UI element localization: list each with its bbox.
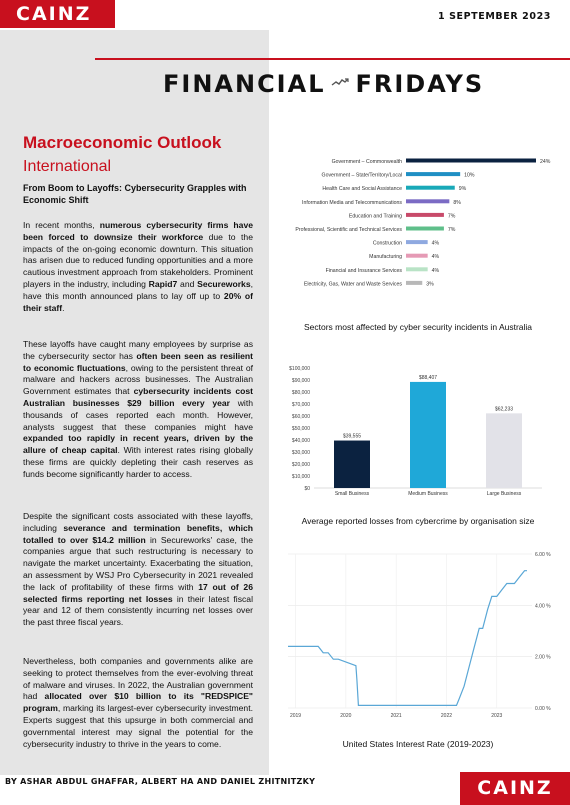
bar — [406, 227, 444, 231]
y-tick-label: $0 — [304, 486, 310, 492]
category-label: Professional, Scientific and Technical Services — [295, 227, 402, 233]
bold-text-run: expanded too rapidly in recent years, driven by the allure of cheap capital — [23, 433, 253, 456]
bar-value-label: 10% — [464, 172, 475, 179]
section-heading: Macroeconomic Outlook — [23, 133, 222, 152]
issue-date: 1 SEPTEMBER 2023 — [437, 11, 551, 22]
article-paragraph-4 — [23, 656, 253, 750]
text-run: Despite the significant costs associated with these layoffs, including — [23, 511, 253, 533]
text-run: with thousands of cases reported each month. However, analysts suggest that these companies might have — [23, 397, 253, 432]
bold-text-run: Secureworks — [197, 278, 251, 289]
bar — [406, 267, 428, 271]
category-label: Manufacturing — [369, 254, 402, 261]
top-bar — [0, 0, 570, 30]
text-run: due to the impacts of the on-going economic downturn. This situation has arisen due to reduced funding opportunities and a more cautious investment approach from stakeholders. Prominent players in the industry, including — [23, 231, 253, 289]
article-paragraph-3 — [23, 511, 253, 629]
bar — [334, 441, 370, 488]
y-tick-label: $90,000 — [291, 378, 310, 384]
text-run: , owing to the persistent threat of malware and hackers across businesses. The Australian Government estimates that — [23, 362, 253, 397]
text-run: , marking its largest-ever cybersecurity investment. Experts suggest that this upsurge in both commercial and governmental interest may signal the potential for the cybersecurity industry to thrive in the years to come. — [23, 703, 253, 749]
y-tick-label: 4.00 % — [535, 603, 551, 610]
bar — [406, 172, 460, 176]
losses-chart-svg — [282, 352, 554, 504]
y-tick-label: $20,000 — [291, 462, 310, 468]
series-line — [288, 571, 527, 706]
category-label: Health Care and Social Assistance — [322, 186, 402, 193]
bar-value-label: 7% — [447, 227, 456, 233]
sector-chart-svg — [282, 146, 554, 308]
y-tick-label: $80,000 — [291, 390, 310, 396]
bar — [406, 186, 455, 190]
text-run: in their latest fiscal year and 12 of them consistently incurring net losses over the past three fiscal years. — [23, 593, 253, 628]
x-tick-label: Small Business — [334, 491, 370, 497]
bar — [406, 213, 444, 217]
bar — [406, 240, 428, 244]
bar — [406, 159, 536, 163]
category-label: Information Media and Telecommunications — [302, 199, 402, 206]
subsection-heading: International — [23, 158, 112, 175]
bold-text-run: cybersecurity incidents cost Australian businesses $29 billion every year — [23, 386, 254, 408]
x-tick-label: 2023 — [491, 713, 503, 719]
losses-chart-caption: Average reported losses from cybercrime by organisation size — [301, 516, 535, 526]
title-left: FINANCIAL — [163, 70, 326, 98]
y-tick-label: $100,000 — [289, 366, 310, 372]
bar — [486, 413, 522, 488]
bar-value-label: 4% — [431, 254, 440, 261]
y-tick-label: 6.00 % — [535, 552, 551, 558]
bar — [410, 382, 446, 488]
x-tick-label: 2019 — [289, 713, 302, 719]
bar-value-label: 8% — [453, 199, 461, 206]
article-paragraph-1 — [23, 220, 253, 314]
bold-text-run: severance and termination benefits, which totalled to over $14.2 million — [23, 522, 254, 545]
article-paragraph-2 — [23, 339, 253, 481]
bar-value-label: 4% — [431, 240, 440, 247]
bold-text-run: Rapid7 — [148, 278, 178, 289]
bar — [406, 254, 428, 258]
category-label: Electricity, Gas, Water and Waste Services — [303, 281, 402, 288]
bold-text-run: 20% of their staff — [23, 290, 254, 313]
x-tick-label: 2021 — [390, 713, 402, 719]
category-label: Education and Training — [348, 213, 402, 220]
bar-value-label: 24% — [540, 159, 551, 165]
y-tick-label: $50,000 — [291, 426, 310, 432]
bar-value-label: $39,555 — [342, 433, 362, 440]
article-headline: From Boom to Layoffs: Cybersecurity Grapples with Economic Shift — [23, 183, 247, 205]
x-tick-label: 2022 — [440, 713, 453, 719]
bar-value-label: 9% — [458, 186, 467, 193]
category-label: Financial and Insurance Services — [325, 267, 402, 274]
y-tick-label: $30,000 — [291, 450, 310, 456]
interest-rate-chart-svg — [282, 544, 554, 724]
y-tick-label: $40,000 — [291, 438, 310, 444]
x-tick-label: Large Business — [486, 491, 522, 497]
bar-value-label: $62,233 — [494, 406, 514, 413]
interest-rate-chart-caption: United States Interest Rate (2019-2023) — [342, 739, 494, 749]
bar-value-label: 4% — [431, 267, 440, 274]
bold-text-run: often been seen as resilient to economic fluctuations — [23, 350, 253, 373]
y-tick-label: $60,000 — [291, 414, 310, 420]
text-run: and — [177, 278, 198, 289]
title-right: FRIDAYS — [355, 70, 485, 98]
bold-text-run: 17 out of 26 selected firms reporting net losses — [23, 581, 253, 604]
bold-text-run: allocated over $10 billion to its "REDSPICE" program — [23, 691, 254, 714]
text-run: . With interest rates rising globally these firms are quickly depleting their cash reserves as funds become significantly harder to access. — [23, 445, 253, 479]
text-run: In recent months, — [23, 220, 100, 230]
footer-cainz-logo: CAINZ — [460, 772, 570, 805]
y-tick-label: $10,000 — [291, 474, 310, 480]
sector-chart-caption: Sectors most affected by cyber security incidents in Australia — [303, 322, 533, 332]
x-tick-label: Medium Business — [408, 491, 448, 497]
category-label: Government – Commonwealth — [331, 159, 402, 165]
bull-icon — [330, 75, 350, 94]
text-run: Nevertheless, both companies and governments alike are seeking to protect themselves from the ever-evolving threat of malware and viruses. In 2022, the Australian government had — [23, 656, 253, 702]
newsletter-title — [163, 70, 484, 98]
bar — [406, 281, 422, 285]
category-label: Government – State/Territory/Local — [321, 172, 402, 179]
text-run: in Secureworks' case, the companies argue that such restructuring is necessary to navigate the market uncertainty. Exacerbating the situation, an assessment by WSJ Pro Cybersecurity in 2021 revealed the lack of profitability of these firms with — [23, 534, 253, 592]
bar-value-label: 7% — [447, 213, 456, 220]
y-tick-label: $70,000 — [291, 402, 310, 408]
y-tick-label: 0.00 % — [535, 706, 551, 712]
losses-chart — [282, 352, 554, 504]
bold-text-run: numerous cybersecurity firms have been forced to downsize their workforce — [23, 220, 253, 242]
authors-byline: BY ASHAR ABDUL GHAFFAR, ALBERT HA AND DANIEL ZHITNITZKY — [5, 777, 316, 786]
cainz-logo: CAINZ — [0, 0, 115, 28]
category-label: Construction — [372, 240, 402, 247]
x-tick-label: 2020 — [340, 713, 352, 719]
text-run: , have this month announced plans to lay off up to — [23, 278, 253, 301]
text-run: These layoffs have caught many employees by surprise as the cybersecurity sector has — [23, 339, 253, 361]
bar-value-label: 3% — [426, 281, 434, 288]
interest-rate-chart — [282, 544, 554, 724]
bar — [406, 199, 449, 203]
y-tick-label: 2.00 % — [535, 654, 551, 661]
bar-value-label: $88,407 — [418, 374, 438, 381]
text-run: . — [62, 302, 65, 313]
sector-chart — [282, 146, 554, 308]
header-divider — [95, 58, 570, 60]
